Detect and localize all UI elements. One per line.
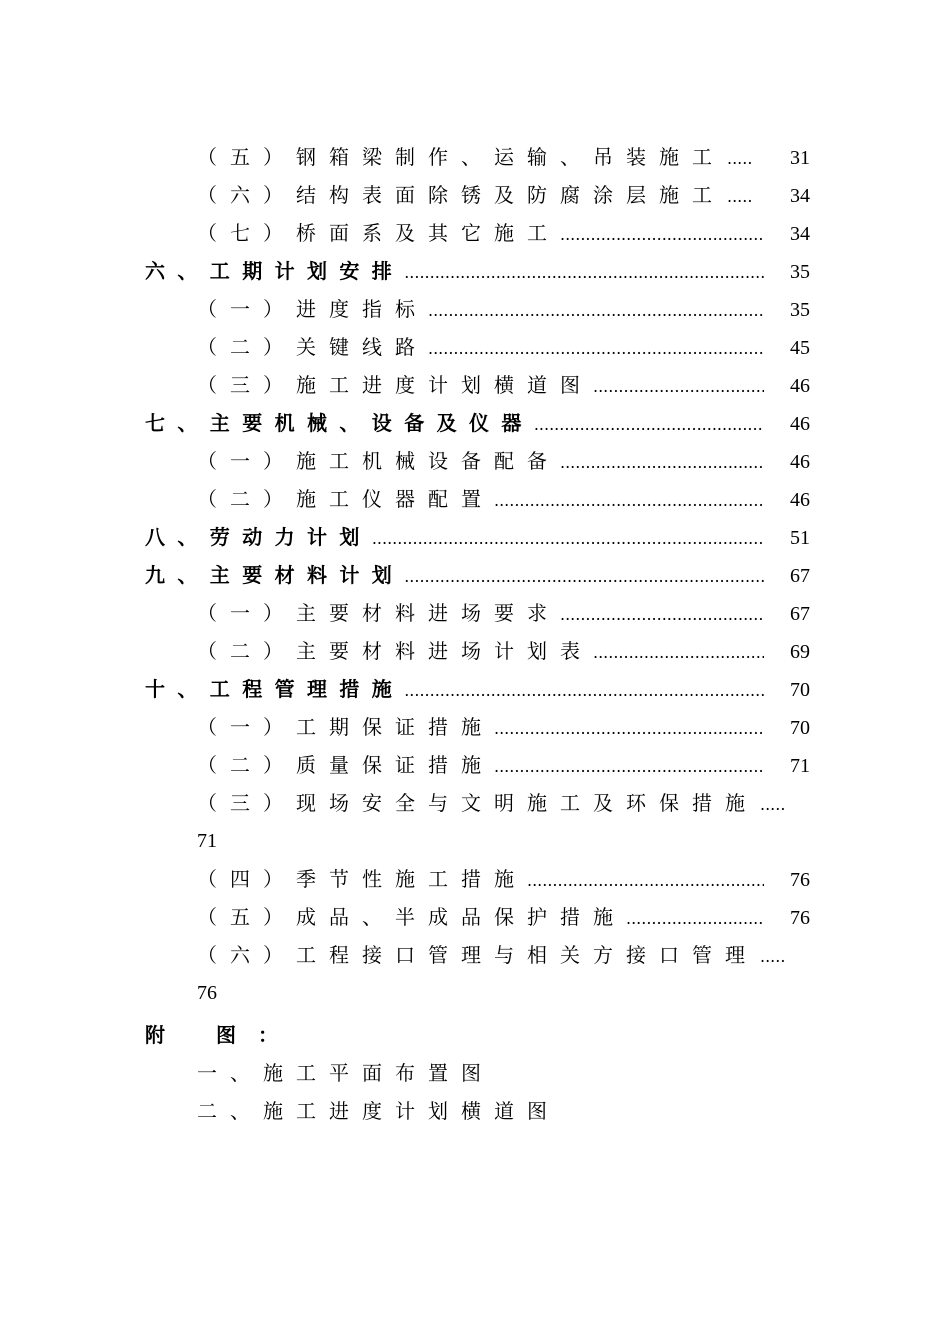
toc-entry-title: （一）主要材料进场要求 [197, 601, 560, 625]
toc-entry-page: 34 [790, 185, 810, 207]
toc-entry-title: （二）主要材料进场计划表 [197, 639, 593, 663]
toc-leader [404, 252, 764, 292]
toc-entry-title: （六）结构表面除锈及防腐涂层施工 [197, 183, 725, 207]
toc-entry-title: （一）进度指标 [197, 297, 428, 321]
toc-entry-page: 76 [197, 982, 217, 1004]
toc-entry-title: （一）工期保证措施 [197, 715, 494, 739]
toc-leader: ..... [727, 187, 753, 206]
toc-entry-page: 67 [790, 603, 810, 625]
toc-leader [494, 708, 764, 748]
toc-leader [372, 518, 764, 558]
toc-entry-title: （一）施工机械设备配备 [197, 449, 560, 473]
toc-entry-page: 46 [790, 451, 810, 473]
toc-entry-title: （三）施工进度计划横道图 [197, 373, 593, 397]
toc-leader [560, 442, 764, 482]
toc-entry-page: 46 [790, 489, 810, 511]
toc-leader: ..... [760, 947, 786, 966]
toc-entry-page: 67 [790, 565, 810, 587]
toc-entry-page: 46 [790, 375, 810, 397]
toc-leader [593, 632, 764, 672]
toc-entry-title: （二）质量保证措施 [197, 753, 494, 777]
toc-leader [404, 670, 764, 710]
toc-chapter-title: 八、劳动力计划 [145, 525, 372, 549]
toc-entry-title: （七）桥面系及其它施工 [197, 221, 560, 245]
toc-entry-page: 76 [790, 907, 810, 929]
toc-entry-title: （三）现场安全与文明施工及环保措施 [197, 791, 758, 815]
toc-leader [494, 746, 764, 786]
toc-entry-page: 71 [790, 755, 810, 777]
toc-entry-page: 69 [790, 641, 810, 663]
toc-entry-page: 31 [790, 147, 810, 169]
toc-entry-page: 34 [790, 223, 810, 245]
toc-entry-title: （六）工程接口管理与相关方接口管理 [197, 943, 758, 967]
toc-leader: ..... [727, 149, 753, 168]
toc-entry-page: 35 [790, 261, 810, 283]
toc-entry-page: 70 [790, 679, 810, 701]
toc-leader [428, 328, 764, 368]
toc-leader [404, 556, 764, 596]
toc-chapter-title: 六、工期计划安排 [145, 259, 405, 283]
toc-entry-title: （二）关键线路 [197, 335, 428, 359]
toc-entry-title: （五）钢箱梁制作、运输、吊装施工 [197, 145, 725, 169]
toc-leader [428, 290, 764, 330]
toc-entry-page: 45 [790, 337, 810, 359]
toc-entry-page: 46 [790, 413, 810, 435]
toc-leader: ..... [760, 795, 786, 814]
toc-entry-page: 76 [790, 869, 810, 891]
toc-leader [560, 594, 764, 634]
toc-entry-title: （五）成品、半成品保护措施 [197, 905, 626, 929]
toc-chapter-title: 七、主要机械、设备及仪器 [145, 411, 534, 435]
toc-entry-title: （二）施工仪器配置 [197, 487, 494, 511]
toc-leader [626, 898, 764, 938]
toc-leader [560, 214, 764, 254]
toc-entry-title: （四）季节性施工措施 [197, 867, 527, 891]
toc-entry-page: 51 [790, 527, 810, 549]
toc-entry-page: 71 [197, 830, 217, 852]
toc-entry-page: 35 [790, 299, 810, 321]
toc-leader [593, 366, 764, 406]
toc-chapter-title: 九、主要材料计划 [145, 563, 405, 587]
appendix-item[interactable]: 二、施工进度计划横道图 [197, 1099, 560, 1123]
appendix-heading: 附 图： [145, 1023, 300, 1047]
toc-leader [494, 480, 764, 520]
appendix-item[interactable]: 一、施工平面布置图 [197, 1061, 494, 1085]
toc-entry-page: 70 [790, 717, 810, 739]
toc-leader [527, 860, 764, 900]
toc-chapter-title: 十、工程管理措施 [145, 677, 405, 701]
toc-leader [534, 404, 764, 444]
